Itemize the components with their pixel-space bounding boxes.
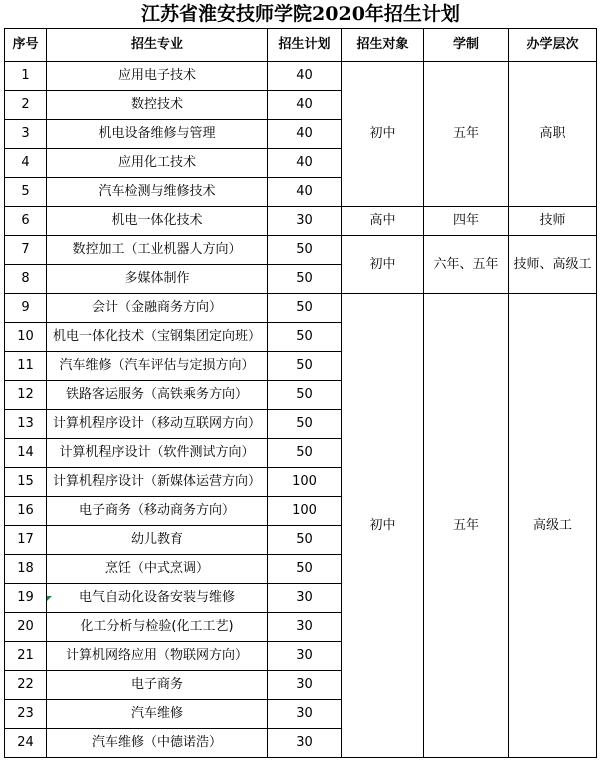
cell-no[interactable]: 10 — [5, 323, 47, 352]
cell-plan[interactable]: 30 — [268, 700, 342, 729]
cell-plan[interactable]: 50 — [268, 236, 342, 265]
cell-major[interactable]: 数控加工（工业机器人方向） — [47, 236, 268, 265]
cell-plan[interactable]: 50 — [268, 265, 342, 294]
cell-no[interactable]: 5 — [5, 178, 47, 207]
cell-plan[interactable]: 50 — [268, 323, 342, 352]
cell-plan[interactable]: 50 — [268, 410, 342, 439]
cell-target[interactable]: 初中 — [342, 236, 424, 294]
cell-plan[interactable]: 30 — [268, 584, 342, 613]
cell-plan[interactable]: 40 — [268, 91, 342, 120]
cell-level[interactable]: 高级工 — [509, 294, 597, 758]
cell-major[interactable]: 应用电子技术 — [47, 62, 268, 91]
cell-no[interactable]: 16 — [5, 497, 47, 526]
cell-major[interactable]: 计算机程序设计（移动互联网方向） — [47, 410, 268, 439]
enrollment-table — [4, 28, 597, 758]
cell-major[interactable]: 会计（金融商务方向） — [47, 294, 268, 323]
table-row — [5, 62, 597, 91]
table-row — [5, 236, 597, 265]
cell-duration[interactable]: 六年、五年 — [424, 236, 509, 294]
cell-plan[interactable]: 100 — [268, 497, 342, 526]
cell-major[interactable]: 幼儿教育 — [47, 526, 268, 555]
cell-plan[interactable]: 50 — [268, 294, 342, 323]
cell-level[interactable]: 技师、高级工 — [509, 236, 597, 294]
cell-major[interactable]: 化工分析与检验(化工工艺) — [47, 613, 268, 642]
cell-plan[interactable]: 50 — [268, 352, 342, 381]
cell-plan[interactable]: 30 — [268, 729, 342, 758]
cell-major[interactable]: 机电一体化技术（宝钢集团定向班） — [47, 323, 268, 352]
cell-plan[interactable]: 50 — [268, 439, 342, 468]
cell-major[interactable]: 机电设备维修与管理 — [47, 120, 268, 149]
cell-plan[interactable]: 50 — [268, 555, 342, 584]
cell-no[interactable]: 4 — [5, 149, 47, 178]
cell-no[interactable]: 1 — [5, 62, 47, 91]
cell-major[interactable]: 应用化工技术 — [47, 149, 268, 178]
page-title: 江苏省淮安技师学院2020年招生计划 — [141, 3, 460, 25]
cell-major[interactable]: 汽车维修 — [47, 700, 268, 729]
header-major[interactable]: 招生专业 — [47, 29, 268, 62]
cell-no[interactable]: 17 — [5, 526, 47, 555]
cell-no[interactable]: 7 — [5, 236, 47, 265]
cell-plan[interactable]: 50 — [268, 381, 342, 410]
cell-major[interactable]: 多媒体制作 — [47, 265, 268, 294]
header-target[interactable]: 招生对象 — [342, 29, 424, 62]
header-no[interactable]: 序号 — [5, 29, 47, 62]
cell-no[interactable]: 6 — [5, 207, 47, 236]
header-plan[interactable]: 招生计划 — [268, 29, 342, 62]
cell-no[interactable]: 18 — [5, 555, 47, 584]
cell-no[interactable]: 11 — [5, 352, 47, 381]
cell-no[interactable]: 19 — [5, 584, 47, 613]
cell-major[interactable]: 机电一体化技术 — [47, 207, 268, 236]
header-row — [5, 29, 597, 62]
header-level[interactable]: 办学层次 — [509, 29, 597, 62]
cell-major[interactable]: 计算机网络应用（物联网方向） — [47, 642, 268, 671]
cell-duration[interactable]: 四年 — [424, 207, 509, 236]
cell-no[interactable]: 14 — [5, 439, 47, 468]
cell-major[interactable]: 电气自动化设备安装与维修 — [47, 584, 268, 613]
cell-plan[interactable]: 50 — [268, 526, 342, 555]
cell-major[interactable]: 数控技术 — [47, 91, 268, 120]
cell-no[interactable]: 3 — [5, 120, 47, 149]
cell-level[interactable]: 技师 — [509, 207, 597, 236]
cell-plan[interactable]: 30 — [268, 613, 342, 642]
cell-plan[interactable]: 40 — [268, 178, 342, 207]
table-row — [5, 294, 597, 323]
cell-major[interactable]: 汽车检测与维修技术 — [47, 178, 268, 207]
cell-plan[interactable]: 40 — [268, 120, 342, 149]
cell-major[interactable]: 计算机程序设计（新媒体运营方向） — [47, 468, 268, 497]
cell-plan[interactable]: 100 — [268, 468, 342, 497]
cell-plan[interactable]: 30 — [268, 671, 342, 700]
cell-major[interactable]: 电子商务（移动商务方向） — [47, 497, 268, 526]
cell-no[interactable]: 23 — [5, 700, 47, 729]
cell-major[interactable]: 汽车维修（汽车评估与定损方向） — [47, 352, 268, 381]
cell-duration[interactable]: 五年 — [424, 294, 509, 758]
cell-duration[interactable]: 五年 — [424, 62, 509, 207]
cell-target[interactable]: 初中 — [342, 294, 424, 758]
cell-no[interactable]: 22 — [5, 671, 47, 700]
comment-marker-icon — [47, 596, 52, 601]
cell-no[interactable]: 21 — [5, 642, 47, 671]
cell-no[interactable]: 24 — [5, 729, 47, 758]
cell-plan[interactable]: 30 — [268, 207, 342, 236]
cell-no[interactable]: 2 — [5, 91, 47, 120]
cell-no[interactable]: 9 — [5, 294, 47, 323]
cell-major[interactable]: 电子商务 — [47, 671, 268, 700]
cell-no[interactable]: 12 — [5, 381, 47, 410]
cell-no[interactable]: 8 — [5, 265, 47, 294]
cell-no[interactable]: 13 — [5, 410, 47, 439]
cell-no[interactable]: 15 — [5, 468, 47, 497]
cell-major[interactable]: 汽车维修（中德诺浩） — [47, 729, 268, 758]
cell-no[interactable]: 20 — [5, 613, 47, 642]
cell-major[interactable]: 计算机程序设计（软件测试方向） — [47, 439, 268, 468]
cell-plan[interactable]: 40 — [268, 62, 342, 91]
cell-target[interactable]: 初中 — [342, 62, 424, 207]
cell-level[interactable]: 高职 — [509, 62, 597, 207]
cell-plan[interactable]: 40 — [268, 149, 342, 178]
header-duration[interactable]: 学制 — [424, 29, 509, 62]
cell-major[interactable]: 铁路客运服务（高铁乘务方向） — [47, 381, 268, 410]
cell-target[interactable]: 高中 — [342, 207, 424, 236]
cell-plan[interactable]: 30 — [268, 642, 342, 671]
cell-major[interactable]: 烹饪（中式烹调） — [47, 555, 268, 584]
table-row — [5, 207, 597, 236]
